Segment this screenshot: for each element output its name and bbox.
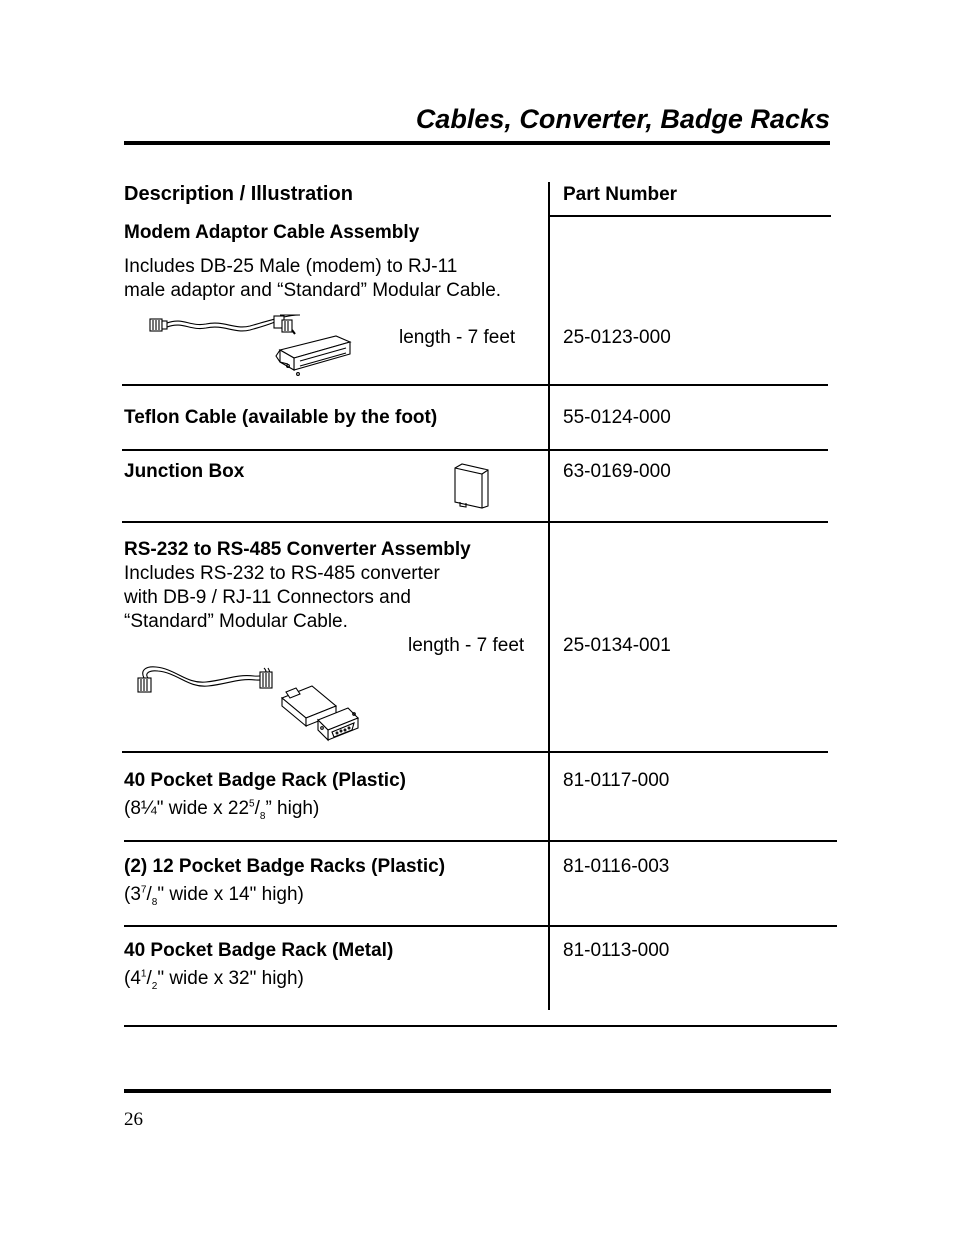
modem-cable-illustration: [148, 312, 358, 378]
row-divider: [122, 384, 828, 386]
fraction-denominator: 2: [151, 980, 158, 992]
junction-box-illustration: [452, 462, 492, 510]
row-divider: [124, 840, 837, 842]
item-length: length - 7 feet: [399, 327, 516, 348]
part-number: 25-0134-001: [563, 635, 671, 656]
dimension-text: (8¼" wide x 22: [124, 798, 250, 819]
item-name: Junction Box: [124, 461, 245, 482]
row-divider: [122, 521, 828, 523]
item-dimensions: [124, 884, 304, 906]
item-length: length - 7 feet: [408, 635, 525, 656]
part-number: 81-0116-003: [563, 856, 670, 877]
dimension-text: (3: [124, 884, 141, 905]
title-rule: [124, 141, 830, 145]
fraction-slash: /: [146, 884, 152, 905]
column-divider: [548, 182, 550, 1010]
item-description: with DB-9 / RJ-11 Connectors and: [124, 587, 411, 608]
dimension-text: ” high): [265, 798, 320, 819]
item-name: 40 Pocket Badge Rack (Plastic): [124, 770, 406, 791]
row-divider: [122, 449, 828, 451]
fraction-denominator: 8: [259, 810, 266, 822]
column-header-description: Description / Illustration: [124, 183, 353, 205]
item-name: Modem Adaptor Cable Assembly: [124, 222, 420, 243]
converter-cable-illustration: [136, 662, 362, 744]
item-description: Includes DB-25 Male (modem) to RJ-11: [124, 256, 458, 277]
item-description: “Standard” Modular Cable.: [124, 611, 348, 632]
table-bottom-rule: [124, 1025, 837, 1027]
item-name: RS-232 to RS-485 Converter Assembly: [124, 539, 471, 560]
fraction-numerator: 1: [140, 968, 147, 980]
part-number: 25-0123-000: [563, 327, 671, 348]
item-dimensions: [124, 968, 304, 990]
item-dimensions: [124, 798, 319, 820]
row-divider: [122, 751, 828, 753]
item-name: Teflon Cable (available by the foot): [124, 407, 438, 428]
item-name: 40 Pocket Badge Rack (Metal): [124, 940, 394, 961]
page-number: 26: [124, 1109, 143, 1130]
part-number: 81-0113-000: [563, 940, 670, 961]
item-description: Includes RS-232 to RS-485 converter: [124, 563, 440, 584]
item-description: male adaptor and “Standard” Modular Cable.: [124, 280, 502, 301]
fraction-denominator: 8: [151, 896, 158, 908]
part-number: 55-0124-000: [563, 407, 671, 428]
header-rule: [550, 215, 831, 217]
fraction-slash: /: [146, 968, 152, 989]
fraction-numerator: 5: [249, 798, 255, 810]
dimension-text: (4: [124, 968, 141, 989]
column-header-part-number: Part Number: [563, 184, 678, 205]
dimension-text: " wide x 14" high): [157, 884, 304, 905]
dimension-text: " wide x 32" high): [157, 968, 304, 989]
fraction-numerator: 7: [140, 884, 147, 896]
part-number: 63-0169-000: [563, 461, 671, 482]
part-number: 81-0117-000: [563, 770, 670, 791]
item-name: (2) 12 Pocket Badge Racks (Plastic): [124, 856, 446, 877]
row-divider: [124, 925, 837, 927]
fraction-slash: /: [254, 798, 260, 819]
page-title: Cables, Converter, Badge Racks: [415, 104, 830, 134]
footer-rule: [124, 1089, 831, 1093]
